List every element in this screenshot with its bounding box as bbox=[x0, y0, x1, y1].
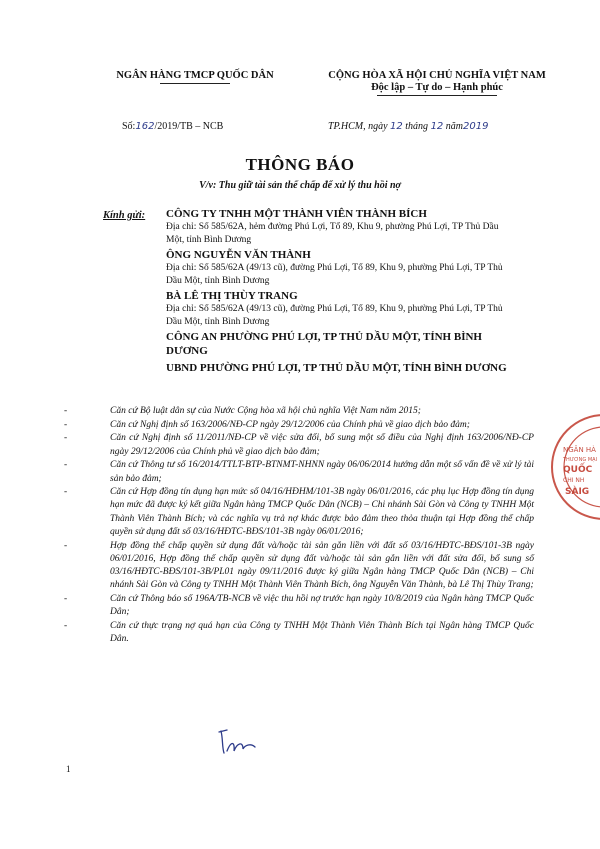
initials-signature bbox=[215, 727, 265, 759]
date-year-label: năm bbox=[445, 121, 464, 132]
date-month-label: tháng bbox=[405, 121, 429, 132]
recipient-address: Địa chỉ: Số 585/62A (49/13 cũ), đường Phú Lợi, Tổ 89, Khu 9, phường Phú Lợi, TP Thủ Dầu Một, tỉnh Bình Dương bbox=[166, 263, 503, 286]
doc-number-suffix: /2019/TB – NCB bbox=[154, 121, 224, 132]
date-month: 12 bbox=[430, 121, 444, 132]
bank-name-header bbox=[100, 70, 290, 84]
reference-item: - Căn cứ Nghị định số 163/2006/NĐ-CP ngày 29/12/2006 của Chính phủ về giao dịch bảo đảm; bbox=[64, 419, 534, 432]
authority-recipient: UBND PHƯỜNG PHÚ LỢI, TP THỦ DẦU MỘT, TỈNH BÌNH DƯƠNG bbox=[166, 362, 507, 374]
recipient-name: BÀ LÊ THỊ THÙY TRANG bbox=[166, 290, 298, 302]
reference-item: - Căn cứ Nghị định số 11/2011/NĐ-CP về việc sửa đổi, bổ sung một số điều của Nghị định 163/2006/NĐ-CP ngày 29/12/2006 của Chính phủ về giao dịch bảo đảm; bbox=[64, 432, 534, 458]
svg-text:SÀIG: SÀIG bbox=[565, 487, 590, 497]
document-date bbox=[328, 121, 488, 132]
bank-name: NGÂN HÀNG TMCP QUỐC DÂN bbox=[116, 70, 274, 81]
svg-text:NGÂN HÀ: NGÂN HÀ bbox=[563, 446, 596, 454]
recipient-address: Địa chỉ: Số 585/62A (49/13 cũ), đường Phú Lợi, Tổ 89, Khu 9, phường Phú Lợi, TP Thủ Dầu Một, tỉnh Bình Dương bbox=[166, 304, 503, 327]
reference-item: - Căn cứ Thông tư số 16/2014/TTLT-BTP-BTNMT-NHNN ngày 06/06/2014 hướng dẫn một số vấn đề về xử lý tài sản bảo đảm; bbox=[64, 459, 534, 485]
recipient-address: Địa chỉ: Số 585/62A, hẻm đường Phú Lợi, Tổ 89, Khu 9, phường Phú Lợi, TP Thủ Dầu Một, tỉnh Bình Dương bbox=[166, 222, 499, 245]
svg-text:THƯƠNG MẠI: THƯƠNG MẠI bbox=[563, 457, 598, 463]
document-number bbox=[122, 121, 223, 132]
doc-number-prefix: Số: bbox=[122, 121, 136, 132]
doc-number-handwritten: 162 bbox=[135, 121, 155, 132]
reference-item: - Căn cứ Thông báo số 196A/TB-NCB về việc thu hồi nợ trước hạn ngày 10/8/2019 của Ngân hàng TMCP Quốc Dân; bbox=[64, 593, 534, 619]
date-day: 12 bbox=[390, 121, 403, 132]
addressee-label: Kính gửi: bbox=[103, 210, 146, 221]
reference-item: - Căn cứ Hợp đồng tín dụng hạn mức số 04/16/HĐHM/101-3B ngày 06/01/2016, các phụ lục Hợp đồng tín dụng hạn mức đã được ký kết giữa Ngân hàng TMCP Quốc Dân (NCB) – Chi nhánh Sài Gòn và Công ty TNHH Một Thành Viên Thành Bích; và các nghĩa vụ trả nợ khác được bảo đảm theo thỏa thuận tại Hợp đồng thế chấp quyền sử dụng đất số 03/16/HĐTC-BĐS/101-3B ngày 06/01/2016; bbox=[64, 486, 534, 539]
reference-item: - Căn cứ Bộ luật dân sự của Nước Cộng hòa xã hội chủ nghĩa Việt Nam năm 2015; bbox=[64, 405, 534, 418]
bank-stamp-seal bbox=[549, 412, 600, 522]
svg-text:QUỐC: QUỐC bbox=[563, 465, 593, 475]
date-year: 2019 bbox=[463, 121, 489, 132]
reference-item: - Hợp đồng thế chấp quyền sử dụng đất và/hoặc tài sản gắn liền với đất số 03/16/HĐTC-BĐS/101-3B ngày 06/01/2016, Hợp đồng thế chấp quyền sử dụng đất và/hoặc tài sản gắn liền với đất sửa đổi, bổ sung số 03/16/HĐTC-BĐS/101-3B/PL01 ngày 09/11/2016 được ký giữa Ngân hàng TMCP Quốc Dân (NCB) – Chi nhánh Sài Gòn và Công ty TNHH Một Thành Viên Thành Bích, ông Nguyễn Văn Thành, bà Lê Thị Thùy Trang; bbox=[64, 540, 534, 593]
legal-references-list bbox=[64, 405, 534, 647]
document-title: THÔNG BÁO bbox=[245, 155, 355, 174]
reference-item: - Căn cứ thực trạng nợ quá hạn của Công ty TNHH Một Thành Viên Thành Bích tại Ngân hàng TMCP Quốc Dân. bbox=[64, 620, 534, 646]
country-name: CỘNG HÒA XÃ HỘI CHỦ NGHĨA VIỆT NAM bbox=[328, 70, 546, 81]
national-motto: Độc lập – Tự do – Hạnh phúc bbox=[371, 82, 503, 93]
page-number: 1 bbox=[66, 764, 71, 774]
date-place: TP.HCM, ngày bbox=[328, 121, 388, 132]
motto-underline bbox=[377, 95, 497, 96]
document-subject: V/v: Thu giữ tài sản thế chấp để xử lý thu hồi nợ bbox=[199, 180, 401, 191]
recipients-block bbox=[166, 207, 516, 375]
recipient-name: CÔNG TY TNHH MỘT THÀNH VIÊN THÀNH BÍCH bbox=[166, 208, 427, 220]
authority-recipient: CÔNG AN PHƯỜNG PHÚ LỢI, TP THỦ DẦU MỘT, TỈNH BÌNH DƯƠNG bbox=[166, 331, 482, 357]
header-underline bbox=[160, 83, 230, 84]
recipient-name: ÔNG NGUYỄN VĂN THÀNH bbox=[166, 249, 311, 261]
national-header bbox=[292, 70, 582, 96]
svg-text:CHI NH: CHI NH bbox=[563, 477, 585, 484]
